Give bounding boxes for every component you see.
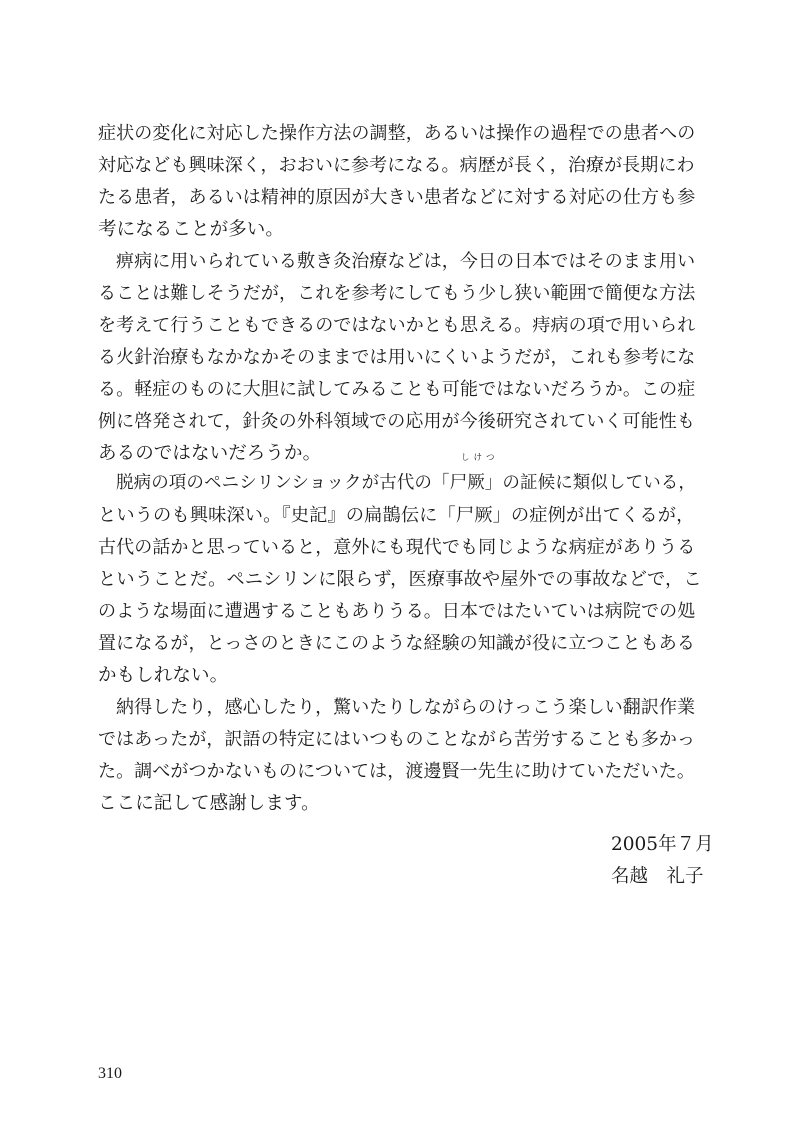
paragraph-3-line-1: 脱病の項のペニシリンショックが古代の「尸厥」の証候に類似している， [116,473,697,493]
paragraph-1-line-3: たる患者，あるいは精神的原因が大きい患者などに対する対応の仕方も参 [98,187,696,208]
paragraph-3-line-7: かもしれない。 [98,665,229,686]
paragraph-4-line-3: た。調べがつかないものについては，渡邊賢一先生に助けていただいた。 [98,761,695,782]
signature-date: 2005年７月 [611,834,714,855]
signature-author: 名越 礼子 [611,866,704,887]
ruby-annotation: しけつ [461,453,499,463]
paragraph-2-line-2: ることは難しそうだが，これを参考にしてもう少し狭い範囲で簡便な方法 [98,283,696,304]
paragraph-2-line-6: 例に啓発されて，針灸の外科領域での応用が今後研究されていく可能性も [98,411,695,432]
paragraph-3-line-4: ということだ。ペニシリンに限らず，医療事故や屋外での事故などで，こ [98,569,702,590]
paragraph-3-line-5: のような場面に遭遇することもありうる。日本ではたいていは病院での処 [98,601,696,622]
paragraph-1-line-4: 考になることが多い。 [98,219,285,240]
paragraph-2-line-7: あるのではないだろうか。 [98,443,322,464]
paragraph-2-line-4: る火針治療もなかなかそのままでは用いにくいようだが，これも参考にな [98,347,696,368]
paragraph-1-line-2: 対応なども興味深く，おおいに参考になる。病歴が長く，治療が長期にわ [98,155,695,176]
paragraph-3-line-3: 古代の話かと思っていると，意外にも現代でも同じような病症がありうる [98,537,696,558]
paragraph-4-line-4: ここに記して感謝します。 [98,793,320,814]
paragraph-1-line-1: 症状の変化に対応した操作方法の調整，あるいは操作の過程での患者への [98,123,696,144]
paragraph-3-line-2: というのも興味深い。『史記』の扁鵲伝に「尸厥」の症例が出てくるが， [98,505,695,526]
paragraph-2-line-1: 痹病に用いられている敷き灸治療などは，今日の日本ではそのまま用い [116,251,696,272]
paragraph-2-line-3: を考えて行うこともできるのではないかとも思える。痔病の項で用いられ [98,315,696,336]
paragraph-4-line-2: ではあったが，訳語の特定にはいつものことながら苦労することも多かっ [98,729,696,750]
paragraph-3-line-6: 置になるが，とっさのときにこのような経験の知識が役に立つこともある [98,633,695,654]
paragraph-2-line-5: る。軽症のものに大胆に試してみることも可能ではないだろうか。この症 [98,379,696,400]
page-number: 310 [98,1065,122,1082]
paragraph-4-line-1: 納得したり，感心したり，驚いたりしながらのけっこう楽しい翻訳作業 [116,697,696,718]
